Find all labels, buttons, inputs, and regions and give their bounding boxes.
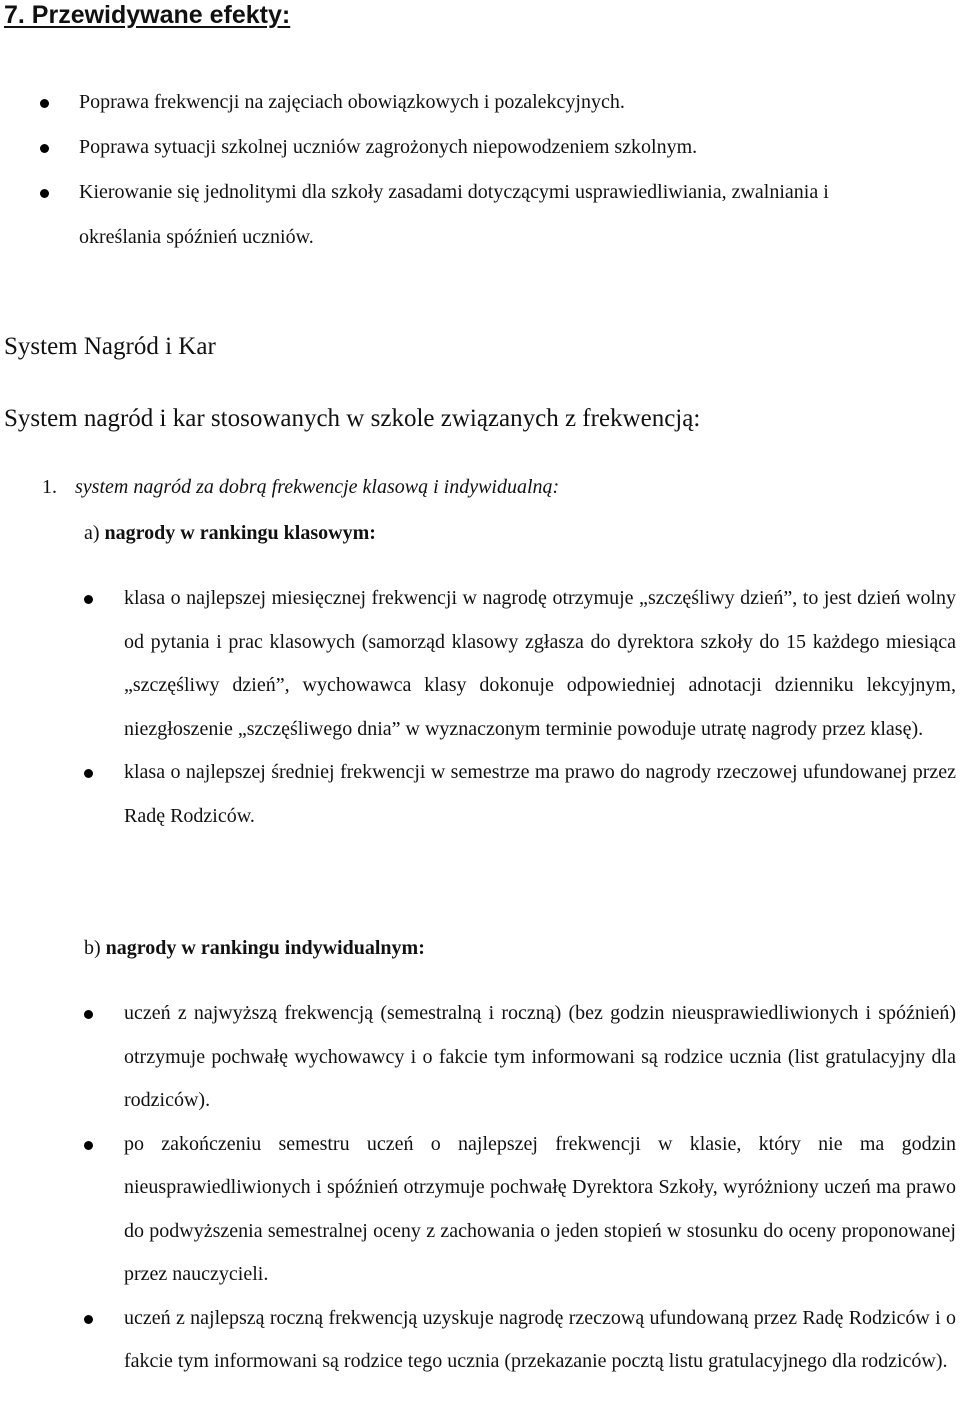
list-item-text: Poprawa frekwencji na zajęciach obowiązkowych i pozalekcyjnych. [79, 91, 625, 113]
subsection-label: nagrody w rankingu klasowym: [104, 522, 376, 544]
subsection-b-heading [84, 933, 425, 963]
numbered-item [42, 472, 559, 502]
subsection-a-heading [84, 518, 376, 548]
list-item-text: Poprawa sytuacji szkolnej uczniów zagrożonych niepowodzeniem szkolnym. [79, 136, 698, 158]
list-item [0, 1123, 956, 1297]
item-number: 1. [42, 476, 57, 498]
list-item [0, 992, 956, 1123]
list-item [0, 80, 900, 125]
list-item-text: klasa o najlepszej miesięcznej frekwencji w nagrodę otrzymuje „szczęśliwy dzień”, to jest dzień wolny od pytania i prac klasowych (samorząd klasowy zgłasza do dyrektora szkoły do 15 każdego miesiąca „szczęśliwy dzień”, wychowawca klasy dokonuje odpowiedniej adnotacji dzienniku lekcyjnym, niezgłoszenie „szczęśliwego dnia” w wyznaczonym terminie powoduje utratę nagrody przez klasę). [124, 587, 956, 740]
subsection-label: nagrody w rankingu indywidualnym: [105, 937, 425, 959]
list-item [0, 577, 956, 751]
bullet-icon [40, 99, 49, 108]
item-text: system nagród za dobrą frekwencje klasową i indywidualną: [75, 476, 560, 498]
bullet-icon [84, 1141, 93, 1150]
bullet-icon [84, 1010, 93, 1019]
bullet-icon [84, 1315, 93, 1324]
list-item [0, 1297, 956, 1384]
bullet-icon [84, 769, 93, 778]
list-item-text: Kierowanie się jednolitymi dla szkoły zasadami dotyczącymi usprawiedliwiania, zwalniania i określania spóźnień uczniów. [79, 181, 829, 248]
effects-list [0, 80, 900, 260]
system-title: System Nagród i Kar [4, 333, 216, 360]
bullet-icon [84, 595, 93, 604]
list-item [0, 125, 900, 170]
list-item-text: klasa o najlepszej średniej frekwencji w semestrze ma prawo do nagrody rzeczowej ufundowanej przez Radę Rodziców. [124, 761, 956, 827]
subsection-letter: a) [84, 522, 100, 544]
subsection-letter: b) [84, 937, 101, 959]
bullet-icon [40, 144, 49, 153]
list-item-text: po zakończeniu semestru uczeń o najlepszej frekwencji w klasie, który nie ma godzin nieusprawiedliwionych i spóźnień otrzymuje pochwałę Dyrektora Szkoły, wyróżniony uczeń ma prawo do podwyższenia semestralnej oceny z zachowania o jeden stopień w stosunku do oceny proponowanej przez nauczycieli. [124, 1132, 956, 1285]
bullet-icon [40, 189, 49, 198]
individual-ranking-list [0, 992, 956, 1384]
class-ranking-list [0, 577, 956, 838]
list-item [0, 170, 900, 260]
system-subtitle: System nagród i kar stosowanych w szkole związanych z frekwencją: [4, 405, 701, 432]
list-item-text: uczeń z najwyższą frekwencją (semestralną i roczną) (bez godzin nieusprawiedliwionych i spóźnień) otrzymuje pochwałę wychowawcy i o fakcie tym informowani są rodzice ucznia (list gratulacyjny dla rodziców). [124, 1002, 956, 1111]
list-item [0, 751, 956, 838]
section-heading: 7. Przewidywane efekty: [4, 1, 291, 29]
list-item-text: uczeń z najlepszą roczną frekwencją uzyskuje nagrodę rzeczową ufundowaną przez Radę Rodziców i o fakcie tym informowani są rodzice tego ucznia (przekazanie pocztą listu gratulacyjnego dla rodziców). [124, 1306, 956, 1372]
